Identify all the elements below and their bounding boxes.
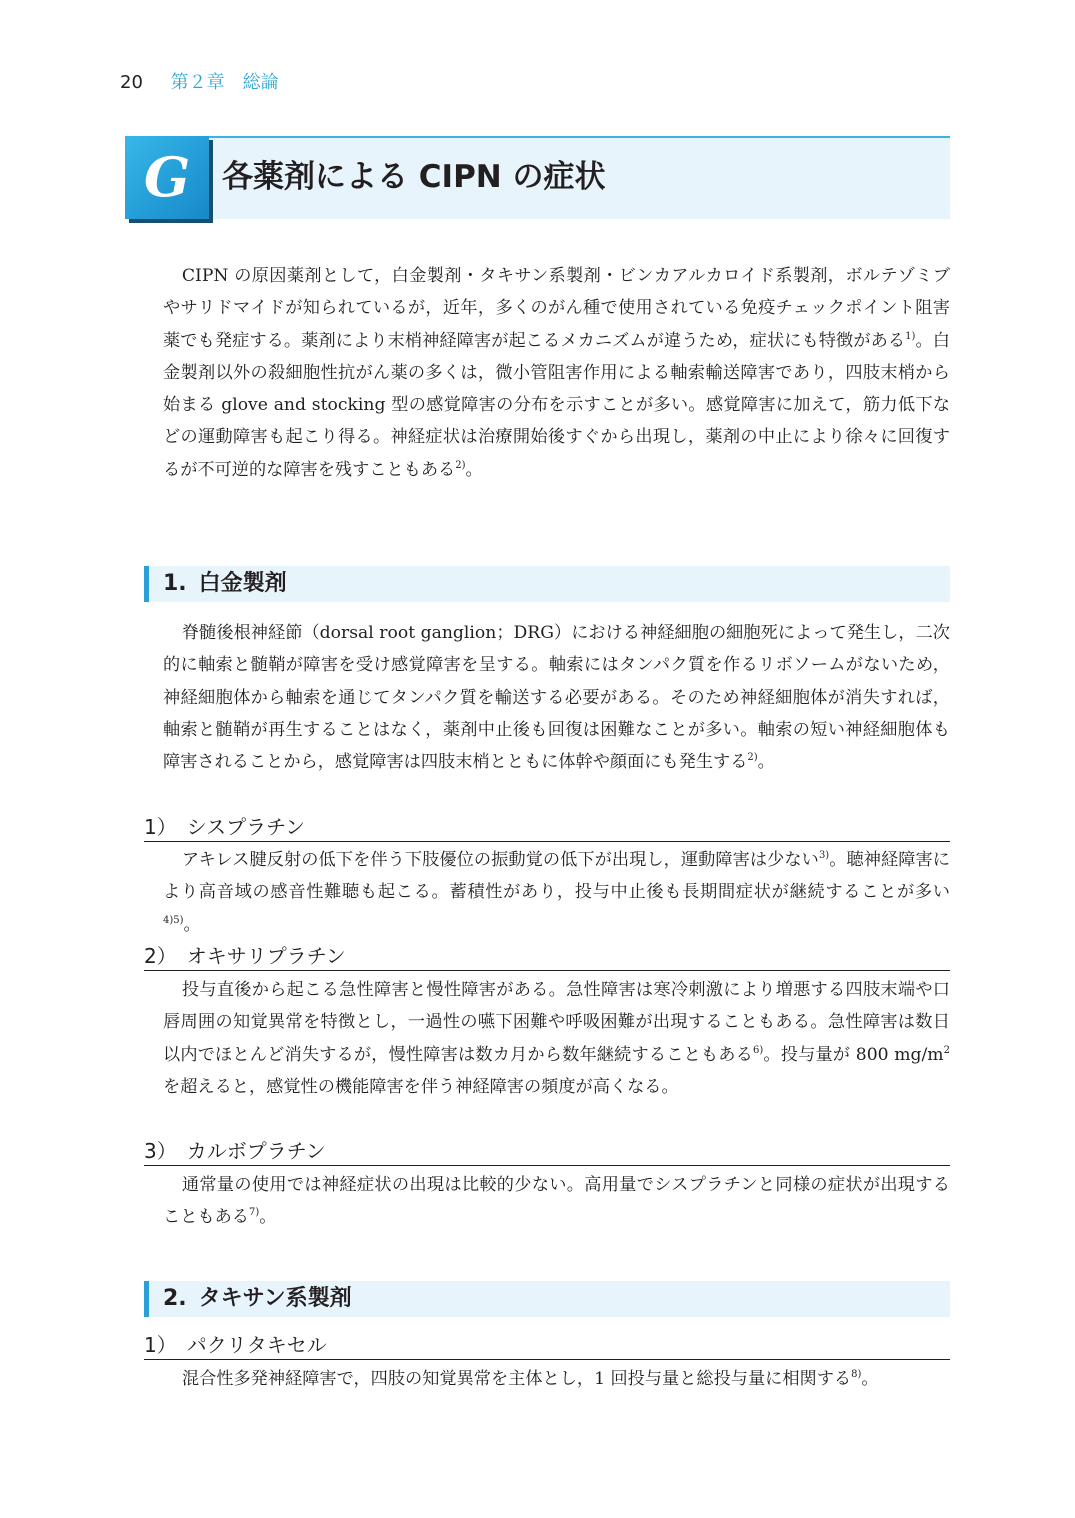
- oxaliplatin-paragraph: 投与直後から起こる急性障害と慢性障害がある。急性障害は寒冷刺激により増悪する四肢末端や口唇周囲の知覚異常を特徴とし，一過性の嚥下困難や呼吸困難が出現することもある。急性障害は数日以内でほとんど消失するが，慢性障害は数カ月から数年継続することもある$^{6)}$。投与量が 800 $mg/m^2$を超えると，感覚性の機能障害を伴う神経障害の頻度が高くなる。: [163, 980, 950, 1097]
- subheading-cisplatin: 1） シスプラチン: [144, 814, 950, 842]
- citation: 6): [752, 1044, 764, 1056]
- subheading-paclitaxel: 1） パクリタキセル: [144, 1332, 950, 1360]
- page-number: 20: [120, 72, 143, 93]
- running-head: [120, 68, 279, 94]
- superscript: 2: [943, 1044, 950, 1056]
- carboplatin-paragraph: 通常量の使用では神経症状の出現は比較的少ない。高用量でシスプラチンと同様の症状が出現することもある$^{7)}$。: [163, 1175, 950, 1228]
- citation: 2): [455, 459, 466, 471]
- section-heading-1: 1. 白金製剤: [144, 566, 950, 602]
- section1-paragraph: 脊髄後根神経節（dorsal root ganglion；DRG）における神経細胞の細胞死によって発生し，二次的に軸索と髄鞘が障害を受け感覚障害を呈する。軸索にはタンパク質を作るリボソームがないため，神経細胞体から軸索を通じてタンパク質を輸送する必要がある。そのため神経細胞体が消失すれば，軸索と髄鞘が再生することはなく，薬剤中止後も回復は困難なことが多い。軸索の短い神経細胞体も障害されることから，感覚障害は四肢末梢とともに体幹や顔面にも発生する$^{2)}$。: [163, 623, 950, 773]
- subheading-carboplatin: 3） カルボプラチン: [144, 1138, 950, 1166]
- citation: 8): [851, 1369, 862, 1380]
- intro-paragraph: CIPN の原因薬剤として，白金製剤・タキサン系製剤・ビンカアルカロイド系製剤，ボルテゾミブやサリドマイドが知られているが，近年，多くのがん種で使用されている免疫チェックポイント阻害薬でも発症する。薬剤により末梢神経障害が起こるメカニズムが違うため，症状にも特徴がある$^{1)}$。白金製剤以外の殺細胞性抗がん薬の多くは，微小管阻害作用による軸索輸送障害であり，四肢末梢から始まる glove and stocking 型の感覚障害の分布を示すことが多い。感覚障害に加えて，筋力低下などの運動障害も起こり得る。神経症状は治療開始後すぐから出現し，薬剤の中止により徐々に回復するが不可逆的な障害を残すこともある$^{2)}$。: [163, 266, 950, 480]
- citation: 1): [905, 330, 916, 342]
- citation: 4)5): [163, 914, 184, 926]
- citation: 7): [248, 1207, 260, 1219]
- citation: 3): [818, 850, 830, 861]
- citation: 2): [747, 752, 758, 764]
- page-title: 各薬剤による CIPN の症状: [222, 159, 606, 195]
- paclitaxel-paragraph: 混合性多発神経障害で，四肢の知覚異常を主体とし，1 回投与量と総投与量に相関する$^{8)}$。: [181, 1369, 879, 1389]
- section-heading-2: 2. タキサン系製剤: [144, 1281, 950, 1317]
- section-letter-badge: G: [125, 136, 209, 219]
- subheading-oxaliplatin: 2） オキサリプラチン: [144, 943, 950, 971]
- chapter-label: 第２章 総論: [170, 72, 279, 93]
- section-title-block: [125, 136, 950, 219]
- cisplatin-paragraph: アキレス腱反射の低下を伴う下肢優位の振動覚の低下が出現し，運動障害は少ない$^{3)}$。聴神経障害により高音域の感音性難聴も起こる。蓄積性があり，投与中止後も長期間症状が継続することが多い$^{4)5)}$。: [163, 850, 950, 935]
